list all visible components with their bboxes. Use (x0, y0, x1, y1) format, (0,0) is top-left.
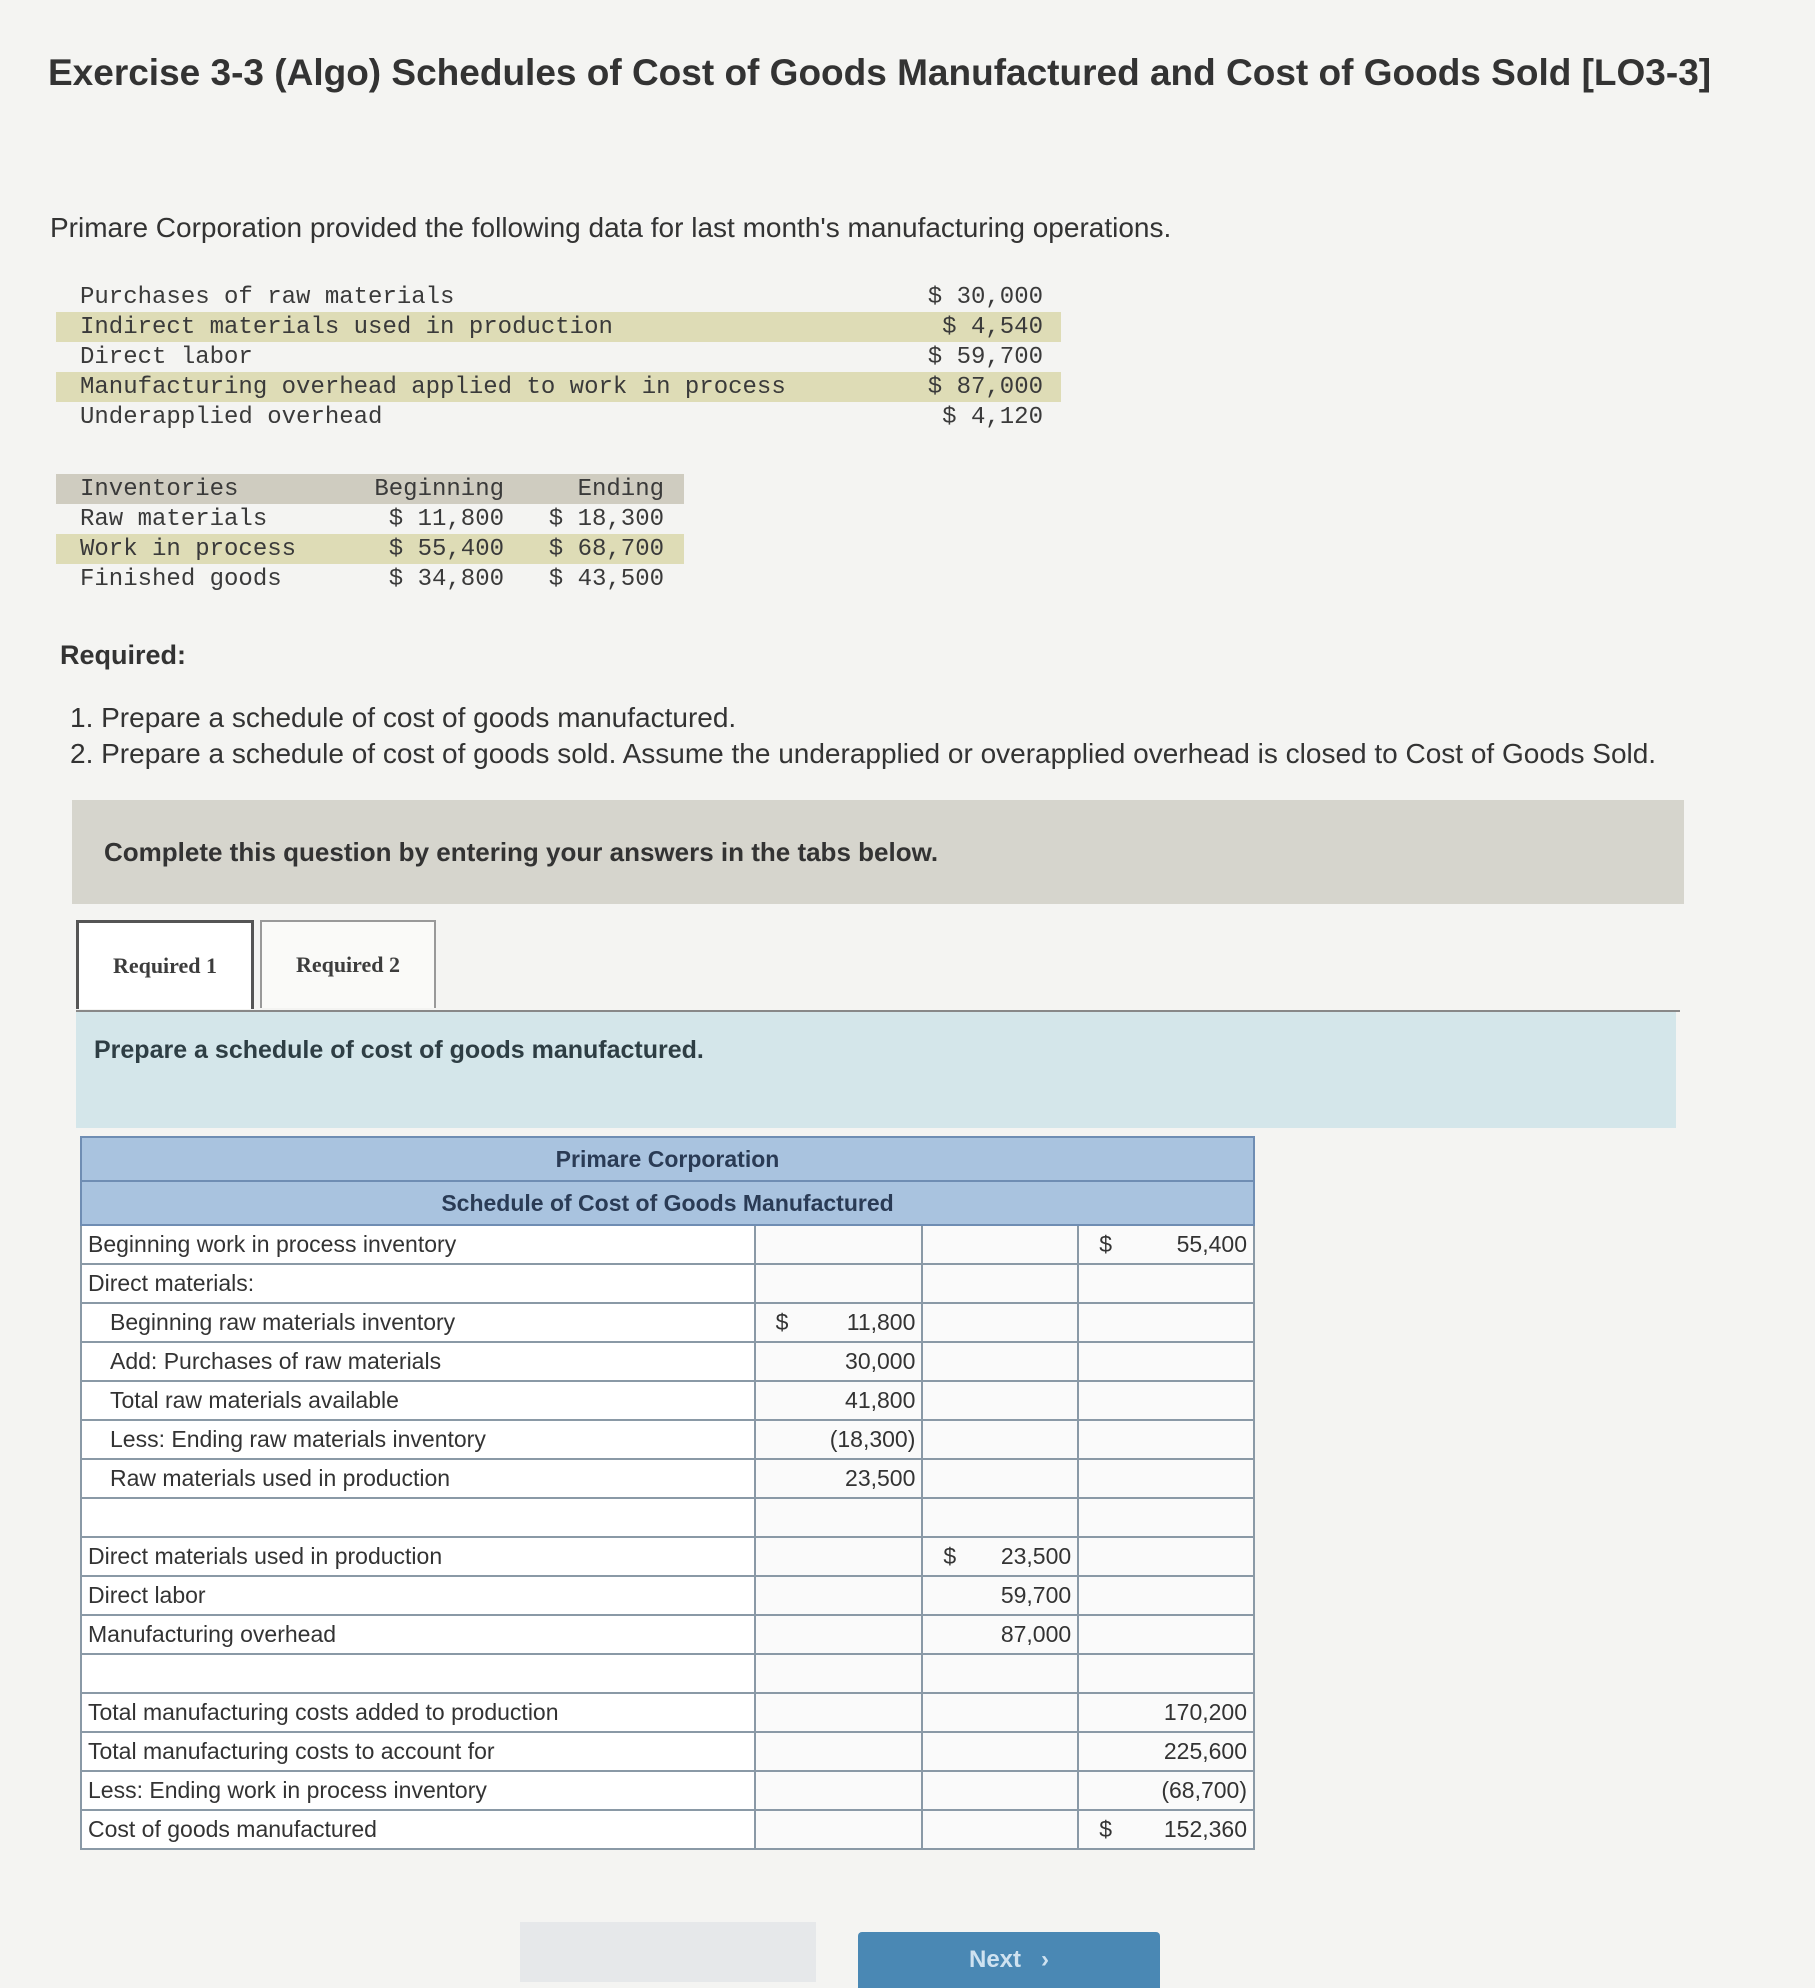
schedule-row (81, 1264, 1254, 1303)
inventory-beginning: $ 34,800 (388, 565, 504, 593)
schedule-amount-col1[interactable] (755, 1576, 923, 1615)
amount-value: 30,000 (845, 1348, 916, 1374)
schedule-row-label[interactable]: Beginning raw materials inventory (81, 1303, 755, 1342)
schedule-amount-col2[interactable] (922, 1420, 1078, 1459)
amount-value: 59,700 (1000, 1582, 1072, 1608)
dollar-sign: $ (775, 1309, 789, 1335)
schedule-amount-col1[interactable] (755, 1381, 923, 1420)
schedule-row (81, 1732, 1254, 1771)
schedule-amount-col1[interactable] (755, 1732, 923, 1771)
schedule-amount-col2[interactable] (922, 1693, 1078, 1732)
schedule-amount-col2[interactable] (922, 1810, 1078, 1849)
schedule-amount-col1[interactable] (755, 1498, 923, 1537)
prev-button[interactable] (520, 1922, 816, 1982)
schedule-row-label[interactable]: Manufacturing overhead (81, 1615, 755, 1654)
amount-value: 225,600 (1163, 1738, 1247, 1764)
schedule-amount-col3[interactable] (1078, 1615, 1254, 1654)
amount-value: (18,300) (829, 1426, 916, 1452)
inventory-ending: $ 18,300 (548, 505, 664, 533)
schedule-amount-col3[interactable] (1078, 1537, 1254, 1576)
schedule-amount-col3[interactable] (1078, 1342, 1254, 1381)
answer-tabs (76, 920, 442, 1010)
page-title: Exercise 3-3 (Algo) Schedules of Cost of Goods Manufactured and Cost of Goods Sold [LO3-3] (48, 52, 1712, 93)
data-value: $ 87,000 (927, 373, 1043, 401)
inventory-name: Raw materials (80, 505, 268, 533)
schedule-title-row (81, 1181, 1254, 1225)
data-label: Manufacturing overhead applied to work in process (80, 373, 786, 401)
header-ending: Ending (577, 475, 664, 503)
amount-value: 55,400 (1176, 1231, 1247, 1257)
chevron-right-icon: › (1041, 1946, 1050, 1973)
schedule-row (81, 1498, 1254, 1537)
tab-required-1[interactable]: Required 1 (76, 920, 254, 1009)
data-value: $ 30,000 (927, 283, 1043, 311)
inventory-beginning: $ 11,800 (388, 505, 504, 533)
cogm-schedule (80, 1136, 1255, 1850)
schedule-amount-col2[interactable] (922, 1654, 1078, 1693)
inventories-table (56, 474, 684, 594)
schedule-amount-col3[interactable] (1078, 1225, 1254, 1264)
required-item-1: 1. Prepare a schedule of cost of goods manufactured. (70, 702, 737, 733)
schedule-row (81, 1459, 1254, 1498)
schedule-row-label[interactable]: Direct materials: (81, 1264, 755, 1303)
schedule-title: Schedule of Cost of Goods Manufactured (81, 1181, 1254, 1225)
schedule-row (81, 1810, 1254, 1849)
inventory-ending: $ 43,500 (548, 565, 664, 593)
schedule-row-label[interactable] (81, 1654, 755, 1693)
data-row (56, 282, 1061, 312)
next-label: Next (968, 1946, 1022, 1973)
schedule-row (81, 1654, 1254, 1693)
schedule-amount-col3[interactable] (1078, 1420, 1254, 1459)
inventory-row-raw-materials (56, 504, 684, 534)
schedule-row (81, 1771, 1254, 1810)
dollar-sign: $ (943, 1543, 957, 1569)
schedule-row-label[interactable]: Raw materials used in production (81, 1459, 755, 1498)
schedule-row-label[interactable]: Direct labor (81, 1576, 755, 1615)
inventory-row-work-in-process (56, 534, 684, 564)
amount-value: 11,800 (846, 1309, 916, 1335)
intro-text: Primare Corporation provided the following data for last month's manufacturing operations. (50, 212, 1172, 243)
required-list (70, 700, 1790, 772)
schedule-row-label[interactable]: Total manufacturing costs added to production (81, 1693, 755, 1732)
schedule-row-label[interactable]: Less: Ending work in process inventory (81, 1771, 755, 1810)
tab-required-2[interactable]: Required 2 (260, 920, 436, 1008)
data-row (56, 342, 1061, 372)
schedule-row (81, 1615, 1254, 1654)
amount-value: 87,000 (1000, 1621, 1072, 1647)
schedule-amount-col2[interactable] (922, 1381, 1078, 1420)
amount-value: 152,360 (1163, 1816, 1247, 1842)
data-label: Indirect materials used in production (80, 313, 613, 341)
data-value: $ 4,120 (942, 403, 1043, 431)
inventory-ending: $ 68,700 (548, 535, 664, 563)
schedule-row-label[interactable]: Direct materials used in production (81, 1537, 755, 1576)
schedule-amount-col2[interactable] (922, 1225, 1078, 1264)
schedule-amount-col2[interactable] (922, 1459, 1078, 1498)
schedule-amount-col3[interactable] (1078, 1303, 1254, 1342)
data-value: $ 59,700 (927, 343, 1043, 371)
schedule-amount-col2[interactable] (922, 1732, 1078, 1771)
schedule-amount-col1[interactable] (755, 1264, 923, 1303)
schedule-amount-col1[interactable] (755, 1771, 923, 1810)
schedule-amount-col1[interactable] (755, 1225, 923, 1264)
schedule-amount-col2[interactable] (922, 1771, 1078, 1810)
schedule-amount-col3[interactable] (1078, 1498, 1254, 1537)
schedule-amount-col3[interactable] (1078, 1810, 1254, 1849)
schedule-amount-col1[interactable] (755, 1459, 923, 1498)
schedule-row-label[interactable]: Cost of goods manufactured (81, 1810, 755, 1849)
schedule-amount-col3[interactable] (1078, 1693, 1254, 1732)
data-label: Direct labor (80, 343, 253, 371)
dollar-sign: $ (1099, 1231, 1112, 1257)
schedule-row-label[interactable]: Total raw materials available (81, 1381, 755, 1420)
schedule-row (81, 1693, 1254, 1732)
amount-value: 23,500 (845, 1465, 916, 1491)
schedule-amount-col1[interactable] (755, 1342, 923, 1381)
inventory-name: Work in process (80, 535, 297, 563)
data-row (56, 402, 1061, 432)
data-label: Purchases of raw materials (80, 283, 455, 311)
schedule-amount-col3[interactable] (1078, 1264, 1254, 1303)
schedule-row (81, 1420, 1254, 1459)
dollar-sign: $ (1099, 1816, 1112, 1842)
inventory-beginning: $ 55,400 (388, 535, 504, 563)
schedule-row (81, 1225, 1254, 1264)
schedule-row-label[interactable]: Less: Ending raw materials inventory (81, 1420, 755, 1459)
amount-value: (68,700) (1161, 1777, 1247, 1803)
required-heading: Required: (60, 640, 187, 670)
schedule-amount-col3[interactable] (1078, 1654, 1254, 1693)
inventory-name: Finished goods (80, 565, 282, 593)
schedule-row-label[interactable] (81, 1498, 755, 1537)
header-beginning: Beginning (374, 475, 504, 503)
schedule-row (81, 1381, 1254, 1420)
schedule-row-label[interactable]: Beginning work in process inventory (81, 1225, 755, 1264)
schedule-amount-col1[interactable] (755, 1420, 923, 1459)
schedule-amount-col3[interactable] (1078, 1576, 1254, 1615)
amount-value: 41,800 (845, 1387, 916, 1413)
schedule-company-row (81, 1137, 1254, 1181)
inventory-row-finished-goods (56, 564, 684, 594)
next-button[interactable] (858, 1932, 1160, 1988)
data-row (56, 372, 1061, 402)
schedule-row-label[interactable]: Total manufacturing costs to account for (81, 1732, 755, 1771)
required-item-2: 2. Prepare a schedule of cost of goods sold. Assume the underapplied or overapplied overhead is closed to Cost of Goods Sold. (70, 738, 1657, 769)
schedule-amount-col2[interactable] (922, 1537, 1078, 1576)
data-label: Underapplied overhead (80, 403, 383, 431)
schedule-amount-col3[interactable] (1078, 1771, 1254, 1810)
header-inventories: Inventories (80, 475, 239, 503)
amount-value: 170,200 (1163, 1699, 1247, 1725)
schedule-row (81, 1537, 1254, 1576)
schedule-amount-col2[interactable] (922, 1615, 1078, 1654)
data-row (56, 312, 1061, 342)
schedule-amount-col1[interactable] (755, 1654, 923, 1693)
schedule-amount-col1[interactable] (755, 1810, 923, 1849)
schedule-amount-col1[interactable] (755, 1693, 923, 1732)
schedule-amount-col1[interactable] (755, 1537, 923, 1576)
data-value: $ 4,540 (942, 313, 1043, 341)
schedule-amount-col1[interactable] (755, 1615, 923, 1654)
schedule-company: Primare Corporation (81, 1137, 1254, 1181)
schedule-amount-col2[interactable] (922, 1342, 1078, 1381)
schedule-amount-col2[interactable] (922, 1264, 1078, 1303)
schedule-amount-col1[interactable] (755, 1303, 923, 1342)
data-block (56, 282, 1061, 432)
schedule-amount-col3[interactable] (1078, 1459, 1254, 1498)
instructions-banner: Complete this question by entering your answers in the tabs below. (72, 800, 1684, 904)
schedule-amount-col3[interactable] (1078, 1381, 1254, 1420)
schedule-row-label[interactable]: Add: Purchases of raw materials (81, 1342, 755, 1381)
amount-value: 23,500 (1000, 1543, 1072, 1569)
schedule-row (81, 1576, 1254, 1615)
inventories-header-row (56, 474, 684, 504)
schedule-row (81, 1303, 1254, 1342)
tab-instruction: Prepare a schedule of cost of goods manufactured. (76, 1012, 1676, 1128)
schedule-row (81, 1342, 1254, 1381)
schedule-amount-col2[interactable] (922, 1576, 1078, 1615)
schedule-amount-col2[interactable] (922, 1498, 1078, 1537)
schedule-amount-col2[interactable] (922, 1303, 1078, 1342)
schedule-amount-col3[interactable] (1078, 1732, 1254, 1771)
